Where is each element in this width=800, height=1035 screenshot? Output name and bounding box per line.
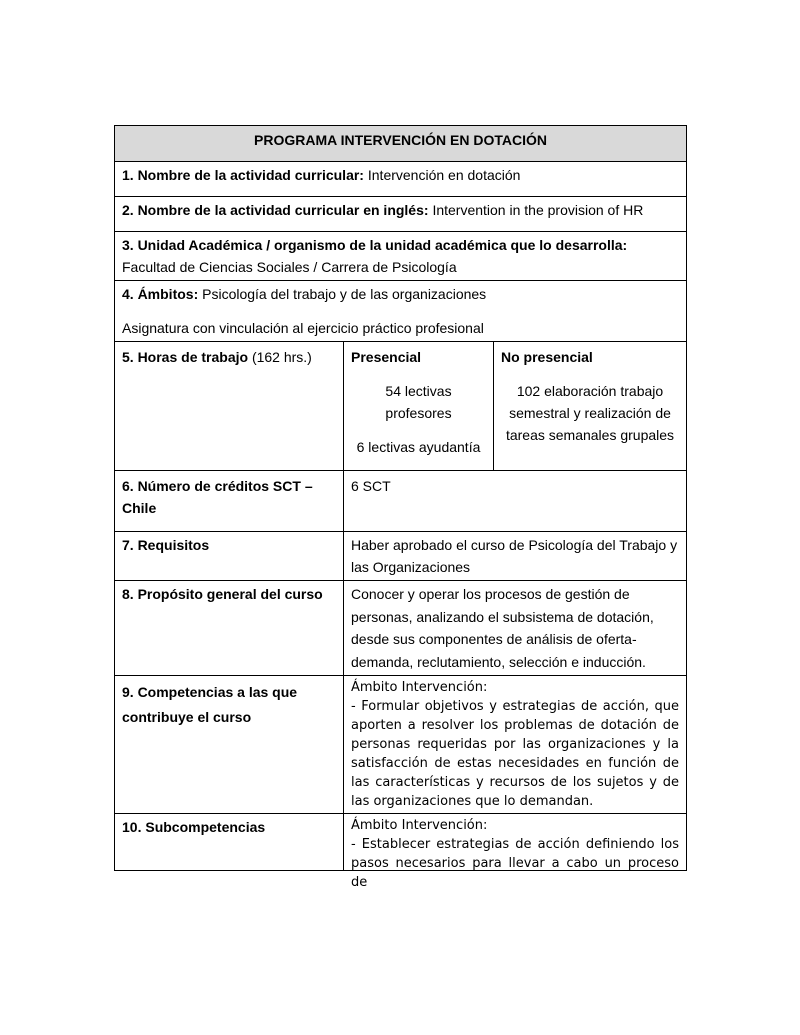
- row-2-value: Intervention in the provision of HR: [432, 202, 644, 218]
- row-6-value: 6 SCT: [344, 471, 687, 532]
- row-9-label: 9. Competencias a las que contribuye el curso: [122, 684, 298, 725]
- row-10-heading: Ámbito Intervención:: [351, 818, 488, 833]
- row-3-label: 3. Unidad Académica / organismo de la unidad académica que lo desarrolla:: [122, 237, 628, 253]
- row-9-text: - Formular objetivos y estrategias de acción, que aporten a resolver los problemas de dotación de personas requeridas por las organizaciones y la satisfacción de estas necesidades en función de las características y recursos de los sujetos y de las organizaciones que lo demandan.: [351, 699, 680, 809]
- table-title-row: [115, 126, 687, 162]
- row-competencias: [115, 676, 687, 814]
- row-5-hours: (162 hrs.): [251, 349, 312, 365]
- presencial-cell: [344, 342, 494, 471]
- row-4-note: Asignatura con vinculación al ejercicio práctico profesional: [122, 320, 484, 336]
- program-table: [114, 125, 687, 890]
- row-8-label: 8. Propósito general del curso: [122, 586, 323, 602]
- no-presencial-cell: [494, 342, 687, 471]
- row-proposito: [115, 581, 687, 676]
- row-6-label: 6. Número de créditos SCT – Chile: [122, 478, 313, 516]
- row-subcompetencias: [115, 814, 687, 871]
- row-5-label: 5. Horas de trabajo: [122, 349, 249, 365]
- row-7-label: 7. Requisitos: [122, 537, 210, 553]
- row-7-value: Haber aprobado el curso de Psicología del Trabajo y las Organizaciones: [344, 532, 687, 581]
- row-9-heading: Ámbito Intervención:: [351, 680, 488, 695]
- row-4-label: 4. Ámbitos:: [122, 286, 199, 302]
- row-1-value: Intervención en dotación: [367, 167, 521, 183]
- row-horas: [115, 342, 687, 471]
- row-ambitos: [115, 281, 687, 342]
- program-title: PROGRAMA INTERVENCIÓN EN DOTACIÓN: [115, 126, 687, 162]
- row-1-label: 1. Nombre de la actividad curricular:: [122, 167, 364, 183]
- row-creditos: [115, 471, 687, 532]
- row-nombre: [115, 162, 687, 197]
- row-requisitos: [115, 532, 687, 581]
- row-3-value: Facultad de Ciencias Sociales / Carrera de Psicología: [122, 259, 457, 275]
- no-presencial-text: 102 elaboración trabajo semestral y realización de tareas semanales grupales: [505, 383, 675, 443]
- row-10-label: 10. Subcompetencias: [122, 819, 266, 835]
- row-8-value: Conocer y operar los procesos de gestión de personas, analizando el subsistema de dotación, desde sus componentes de análisis de oferta-demanda, reclutamiento, selección e inducción.: [344, 581, 687, 676]
- no-presencial-title: No presencial: [501, 349, 593, 365]
- presencial-title: Presencial: [351, 349, 422, 365]
- row-nombre-ingles: [115, 197, 687, 232]
- row-unidad-academica: [115, 232, 687, 281]
- row-10-text: - Establecer estrategias de acción definiendo los pasos necesarios para llevar a cabo un proceso de: [351, 837, 680, 890]
- presencial-line-2: 6 lectivas ayudantía: [356, 439, 481, 455]
- row-2-label: 2. Nombre de la actividad curricular en inglés:: [122, 202, 429, 218]
- presencial-line-1: 54 lectivas profesores: [385, 383, 452, 421]
- row-4-value: Psicología del trabajo y de las organizaciones: [202, 286, 487, 302]
